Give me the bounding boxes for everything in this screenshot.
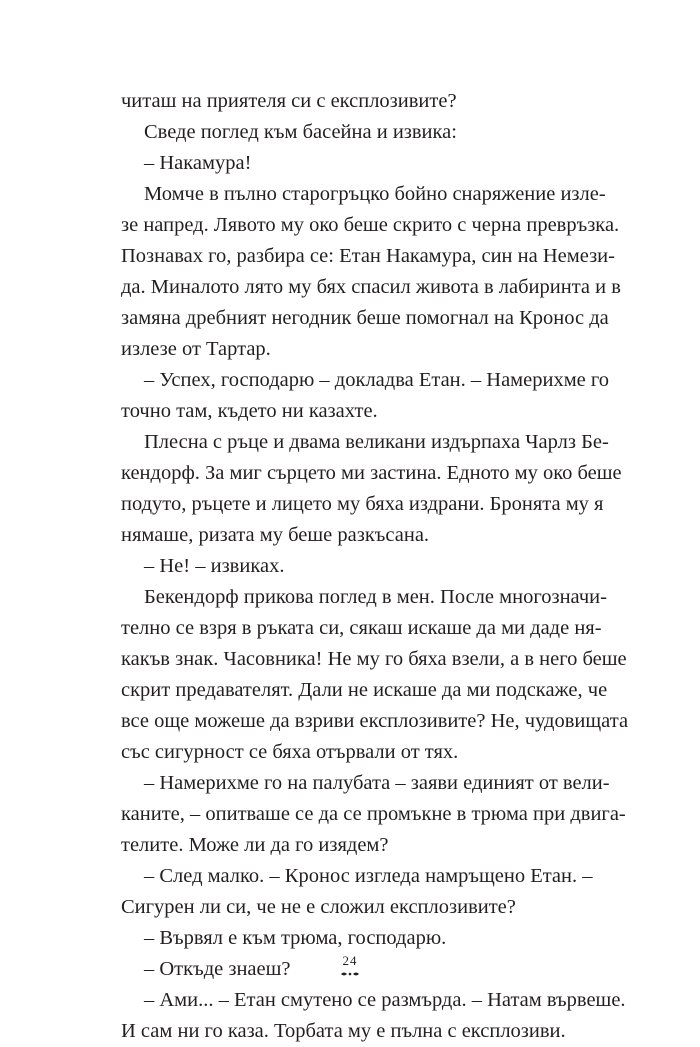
text-line: Сведе поглед към басейна и извика: (144, 121, 457, 143)
text-line: телно се взря в ръката си, сякаш искаше да ми даде ня- (121, 617, 602, 639)
text-line: точно там, където ни казахте. (121, 400, 378, 422)
text-line: Момче в пълно старогръцко бойно снаряжение изле- (144, 183, 606, 205)
text-line: какъв знак. Часовника! Не му го бяха взели, а в него беше (121, 648, 627, 670)
text-line: със сигурност се бяха отървали от тях. (121, 741, 459, 763)
text-line: подуто, ръцете и лицето му бяха издрани. Бронята му я (121, 493, 604, 515)
text-line: – Успех, господарю – докладва Етан. – Намерихме го (144, 369, 610, 391)
text-line: – Накамура! (144, 152, 252, 174)
text-line: – Не! – извиках. (144, 555, 285, 577)
text-line: да. Миналото лято му бях спасил живота в лабиринта и в (121, 276, 621, 298)
text-line: Сигурен ли си, че не е сложил експлозивите? (121, 896, 516, 918)
text-line: – Откъде знаеш? (144, 958, 291, 980)
text-line: – Намерихме го на палубата – заяви единият от вели- (144, 772, 610, 794)
text-line: читаш на приятеля си с експлозивите? (121, 90, 457, 112)
text-line: – Ами... – Етан смутено се размърда. – Натам вървеше. (144, 989, 626, 1011)
text-line: нямаше, ризата му беше разкъсана. (121, 524, 430, 546)
text-line: все още можеше да взриви експлозивите? Не, чудовищата (121, 710, 629, 732)
text-line: Бекендорф прикова поглед в мен. После многозначи- (144, 586, 607, 608)
text-line: каните, – опитваше се да се промъкне в трюма при двига- (121, 803, 626, 825)
text-line: Познавах го, разбира се: Етан Накамура, син на Немези- (121, 245, 615, 267)
fleuron-ornament-icon (340, 970, 360, 978)
page-number: 24 (342, 953, 358, 968)
body-text (121, 86, 629, 1047)
text-line: И сам ни го каза. Торбата му е пълна с експлозиви. (121, 1020, 566, 1042)
text-line: кендорф. За миг сърцето ми застина. Едното му око беше (121, 462, 622, 484)
text-line: скрит предавателят. Дали не искаше да ми подскаже, че (121, 679, 608, 701)
text-line: Плесна с ръце и двама великани издърпаха Чарлз Бе- (144, 431, 609, 453)
text-line: излезе от Тартар. (121, 338, 271, 360)
text-line: телите. Може ли да го изядем? (121, 834, 389, 856)
text-line: зе напред. Лявото му око беше скрито с черна превръзка. (121, 214, 620, 236)
text-line: замяна дребният негодник беше помогнал на Кронос да (121, 307, 609, 329)
text-line: – След малко. – Кронос изгледа намръщено Етан. – (144, 865, 593, 887)
text-line: – Вървял е към трюма, господарю. (144, 927, 447, 949)
